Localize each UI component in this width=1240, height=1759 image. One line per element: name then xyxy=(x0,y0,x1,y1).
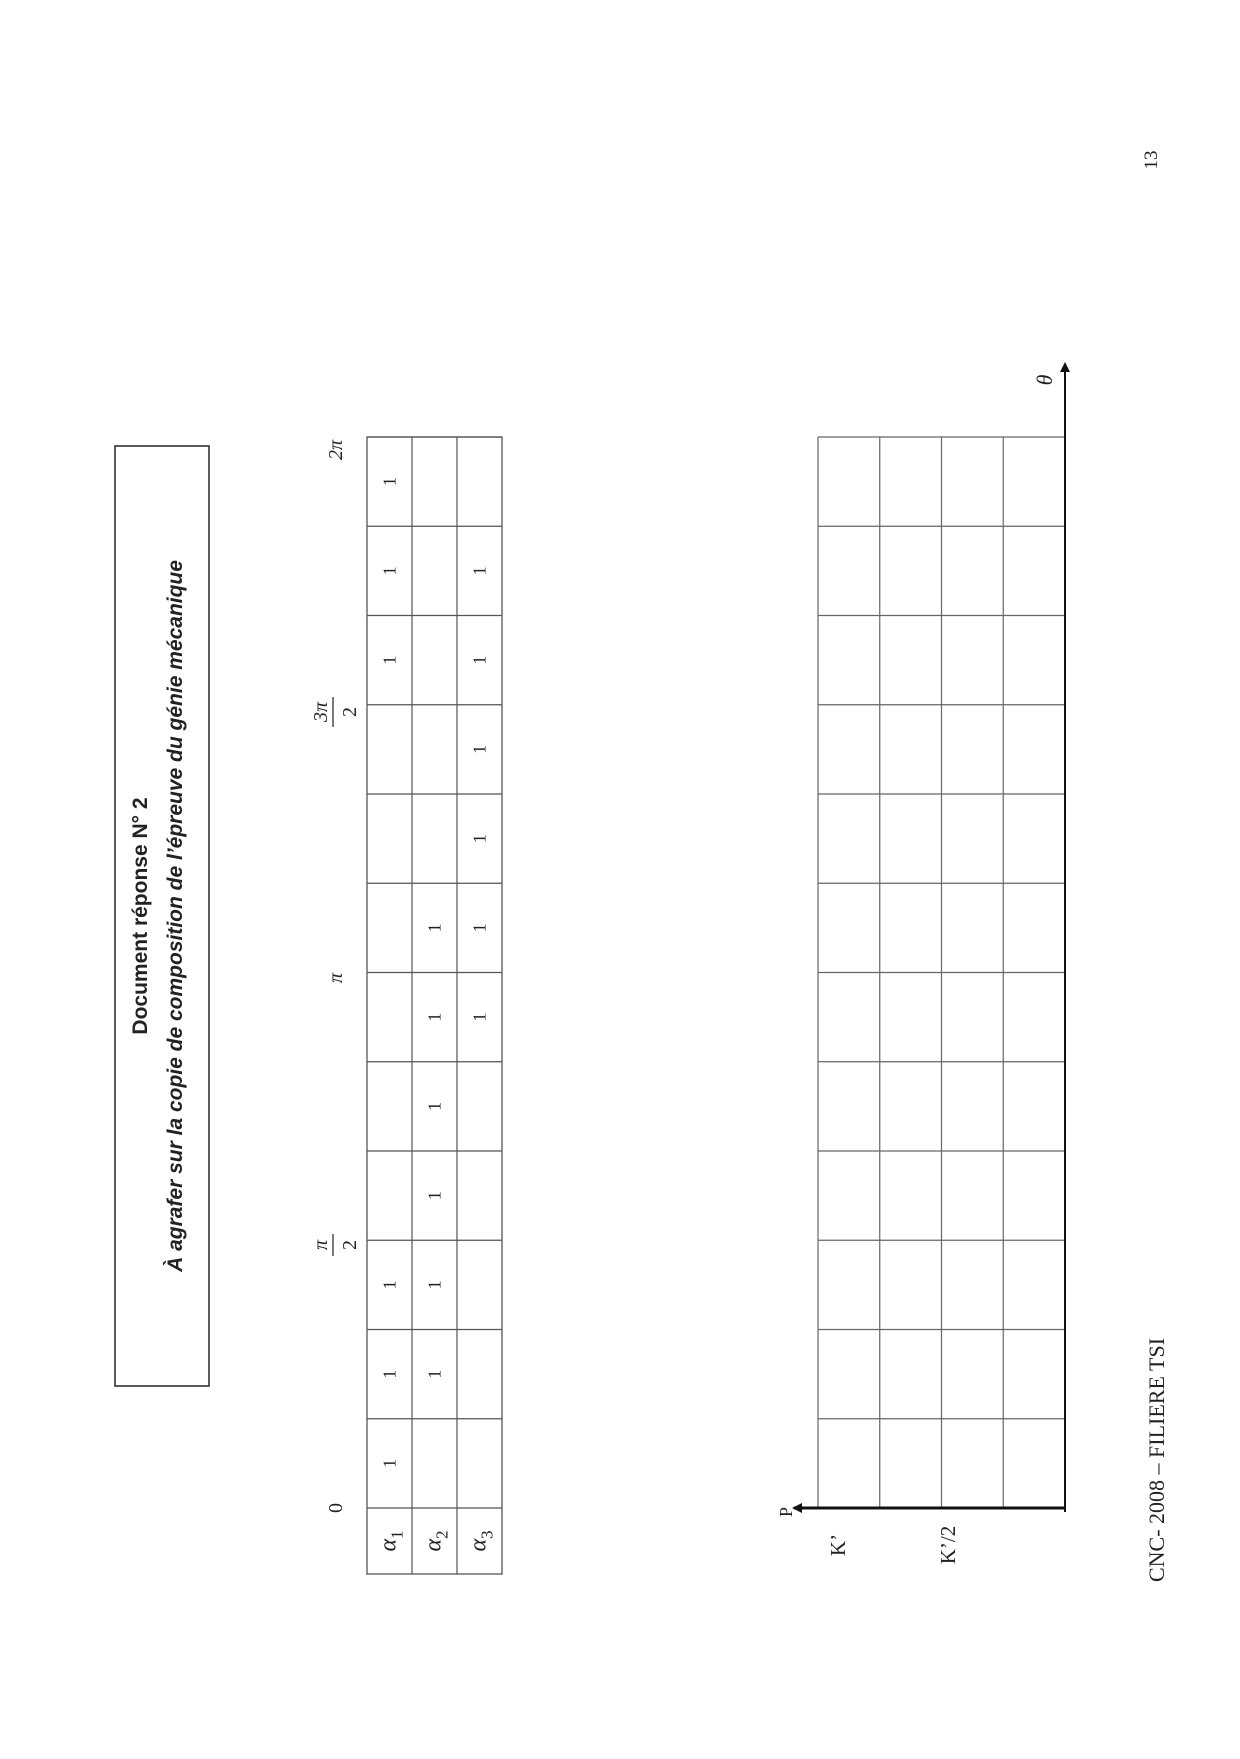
row-label-subscript: 1 xyxy=(387,1530,407,1539)
level-label-k: K’ xyxy=(826,1533,850,1557)
angle-label-two-pi: 2π xyxy=(325,439,347,461)
truth-table-row-label: $\alpha_1$ xyxy=(375,1530,407,1552)
page-number: 13 xyxy=(1141,150,1162,170)
truth-table-cell-value: 1 xyxy=(379,1458,400,1468)
footer-label: CNC- 2008 – FILIERE TSI xyxy=(1144,1337,1169,1583)
row-label-subscript: 2 xyxy=(432,1530,452,1539)
truth-table-cell-value: 1 xyxy=(424,1012,445,1022)
truth-table-cell-value: 1 xyxy=(424,1280,445,1290)
angle-label-three-pi-over-2-den: 2 xyxy=(339,707,361,717)
truth-table-cell-value: 1 xyxy=(469,566,490,576)
theta-axis-label: θ xyxy=(1032,374,1057,386)
angle-label-pi-over-2-num: π xyxy=(310,1239,332,1251)
title-line-2: À agrafer sur la copie de composition de l’épreuve du génie mécanique xyxy=(164,560,187,1272)
truth-table-row-label: $\alpha_3$ xyxy=(465,1530,497,1552)
truth-table-cell-value: 1 xyxy=(379,1280,400,1290)
angle-labels xyxy=(310,439,361,1513)
title-line-1: Document réponse N° 2 xyxy=(129,797,152,1035)
truth-table-cell-value: 1 xyxy=(469,834,490,844)
truth-table-cell-value: 1 xyxy=(379,477,400,487)
truth-table-cell-value: 1 xyxy=(379,1369,400,1379)
angle-label-pi: π xyxy=(325,972,347,984)
truth-table-row-label: $\alpha_2$ xyxy=(420,1530,452,1552)
truth-table-cell-value: 1 xyxy=(424,1369,445,1379)
truth-table-cell-value: 1 xyxy=(379,566,400,576)
p-axis-label: P xyxy=(776,1506,796,1518)
truth-table-cell-value: 1 xyxy=(424,923,445,933)
truth-table-cell-value: 1 xyxy=(469,923,490,933)
angle-label-pi-over-2 xyxy=(310,1234,361,1256)
angle-label-pi-over-2-den: 2 xyxy=(339,1240,361,1250)
level-label-k-half: K’/2 xyxy=(936,1525,960,1565)
truth-table-border xyxy=(367,437,502,1574)
truth-table-cell-value: 1 xyxy=(379,655,400,665)
truth-table-cell-value: 1 xyxy=(469,655,490,665)
truth-table-cell-value: 1 xyxy=(424,1191,445,1201)
angle-label-three-pi-over-2 xyxy=(310,697,361,727)
graph-grid xyxy=(818,437,1065,1508)
truth-table-cell-value: 1 xyxy=(469,1012,490,1022)
angle-label-zero: 0 xyxy=(325,1503,347,1513)
angle-label-three-pi-over-2-num: 3π xyxy=(310,701,332,723)
truth-table-cell-value: 1 xyxy=(424,1101,445,1111)
truth-table xyxy=(367,437,502,1574)
truth-table-cell-value: 1 xyxy=(469,744,490,754)
row-label-subscript: 3 xyxy=(477,1530,497,1539)
